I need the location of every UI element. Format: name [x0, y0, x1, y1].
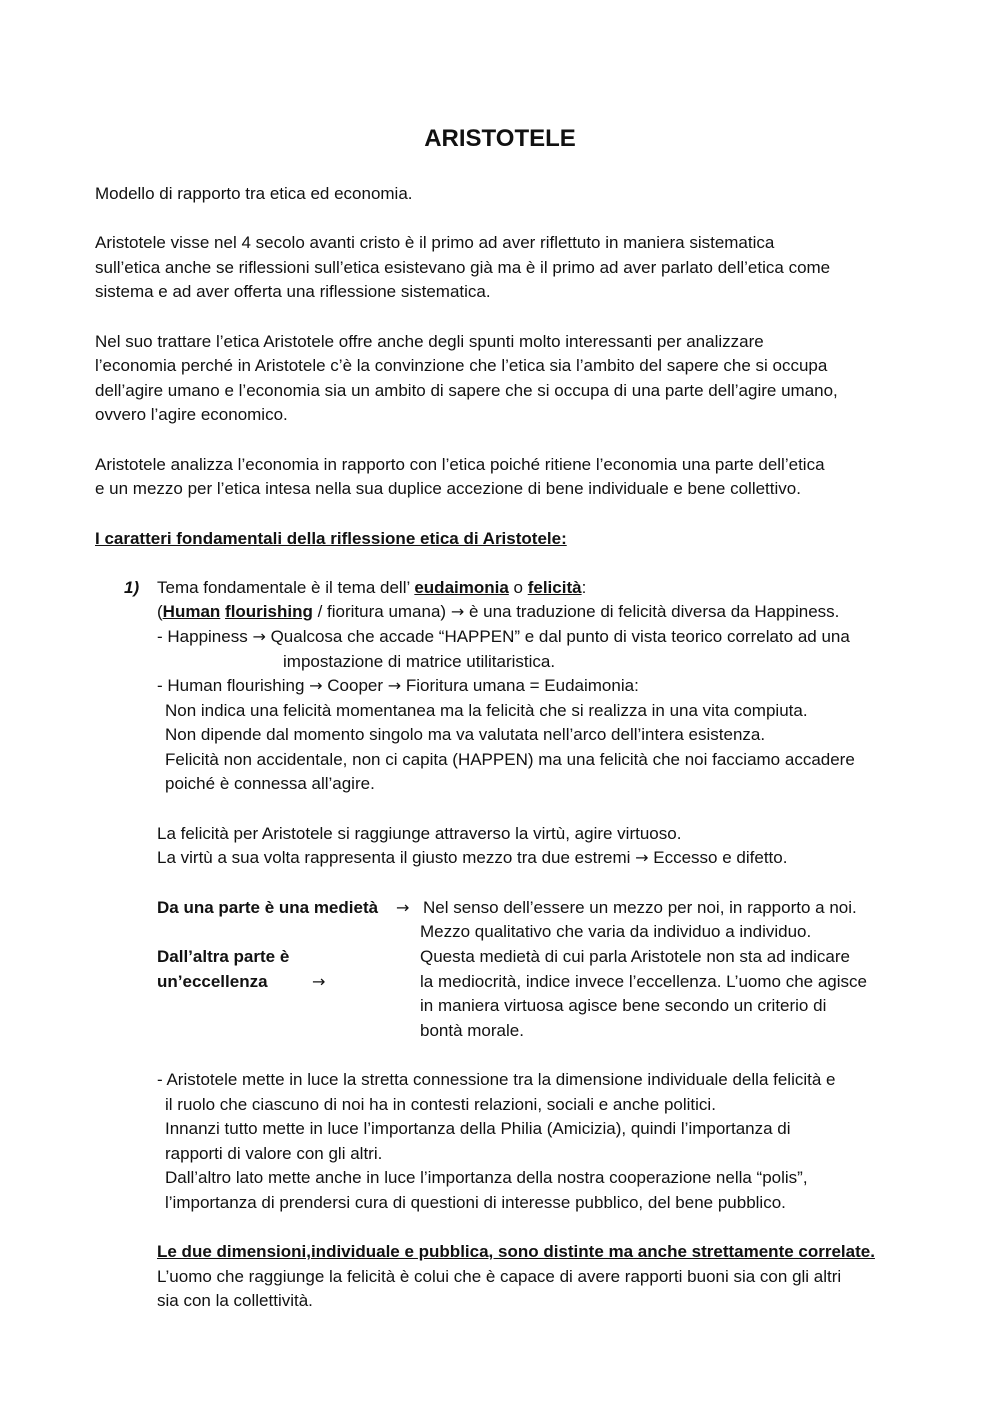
item-line-human-flourishing [157, 600, 839, 624]
text-span: Tema fondamentale è il tema dell’ [157, 578, 415, 597]
polis-line: Innanzi tutto mette in luce l’importanza della Philia (Amicizia), quindi l’importanza di [165, 1119, 791, 1138]
text-span: - Human flourishing [157, 676, 310, 695]
paragraph-2-line: Nel suo trattare l’etica Aristotele offre anche degli spunti molto interessanti per analizzare [95, 332, 764, 351]
paragraph-2-line: ovvero l’agire economico. [95, 405, 288, 424]
text-span: La virtù a sua volta rappresenta il giusto mezzo tra due estremi [157, 848, 636, 867]
hf-line: Non dipende dal momento singolo ma va valutata nell’arco dell’intera esistenza. [165, 725, 766, 744]
text-span: / fioritura umana) [312, 602, 451, 621]
hf-line: poiché è connessa all’agire. [165, 774, 375, 793]
item-line-hf [157, 674, 639, 698]
term-eudaimonia: eudaimonia [414, 578, 509, 597]
item-line-happiness-cont: impostazione di matrice utilitaristica. [283, 652, 556, 671]
text-span: : [581, 578, 587, 597]
term-human: Human [162, 602, 221, 621]
hf-line: Felicità non accidentale, non ci capita (HAPPEN) ma una felicità che noi facciamo accadere [165, 750, 855, 769]
text-span: Fioritura umana = Eudaimonia: [401, 676, 639, 695]
text-span: Cooper [322, 676, 388, 695]
polis-line: il ruolo che ciascuno di noi ha in contesti relazioni, sociali e anche politici. [165, 1095, 716, 1114]
item-line-theme [157, 576, 586, 600]
paragraph-2-line: dell’agire umano e l’economia sia un ambito di sapere che si occupa di una parte dell’agire umano, [95, 381, 838, 400]
arrow-right-icon: → [387, 676, 402, 695]
text-span: è una traduzione di felicità diversa da Happiness. [464, 602, 840, 621]
arrow-right-icon: → [312, 972, 326, 991]
arrow-right-icon: → [309, 676, 323, 695]
polis-line: l’importanza di prendersi cura di questioni di interesse pubblico, del bene pubblico. [165, 1193, 786, 1212]
item-line-happiness [157, 625, 850, 649]
term-felicita: felicità [527, 578, 582, 597]
term-flourishing: flourishing [225, 602, 313, 621]
medieta-line: Mezzo qualitativo che varia da individuo a individuo. [420, 922, 812, 941]
paragraph-2-line: l’economia perché in Aristotele c’è la convinzione che l’etica sia l’ambito del sapere che si occupa [95, 356, 828, 375]
intro-line: Modello di rapporto tra etica ed economia. [95, 184, 413, 203]
medieta-label: Da una parte è una medietà [157, 898, 379, 917]
document-title: ARISTOTELE [424, 125, 576, 152]
dimensions-heading: Le due dimensioni,individuale e pubblica, sono distinte ma anche strettamente correlate. [157, 1242, 875, 1261]
text-span: Qualcosa che accade “HAPPEN” e dal punto di vista teorico correlato ad una [265, 627, 850, 646]
eccellenza-line: in maniera virtuosa agisce bene secondo un criterio di [420, 996, 827, 1015]
text-span: Eccesso e difetto. [648, 848, 788, 867]
paragraph-1-line: Aristotele visse nel 4 secolo avanti cristo è il primo ad aver riflettuto in maniera sistematica [95, 233, 775, 252]
paragraph-1-line: sistema e ad aver offerta una riflessione sistematica. [95, 282, 491, 301]
arrow-right-icon: → [635, 848, 649, 867]
text-span: o [508, 578, 528, 597]
eccellenza-line: bontà morale. [420, 1021, 524, 1040]
arrow-right-icon: → [450, 602, 465, 621]
polis-line: rapporti di valore con gli altri. [165, 1144, 383, 1163]
eccellenza-label: Dall’altra parte è [157, 947, 290, 966]
polis-line: - Aristotele mette in luce la stretta connessione tra la dimensione individuale della felicità e [157, 1070, 836, 1089]
arrow-right-icon [312, 970, 325, 994]
polis-line: Dall’altro lato mette anche in luce l’importanza della nostra cooperazione nella “polis”, [165, 1168, 808, 1187]
final-line: L’uomo che raggiunge la felicità è colui che è capace di avere rapporti buoni sia con gli altri [157, 1267, 842, 1286]
text-span: - Happiness [157, 627, 253, 646]
paragraph-3-line: e un mezzo per l’etica intesa nella sua duplice accezione di bene individuale e bene collettivo. [95, 479, 801, 498]
arrow-right-icon [396, 896, 409, 920]
hf-line: Non indica una felicità momentanea ma la felicità che si realizza in una vita compiuta. [165, 701, 808, 720]
list-number: 1) [124, 578, 140, 597]
medieta-line: Nel senso dell’essere un mezzo per noi, in rapporto a noi. [423, 898, 857, 917]
eccellenza-line: Questa medietà di cui parla Aristotele non sta ad indicare [420, 947, 850, 966]
eccellenza-line: la mediocrità, indice invece l’eccellenza. L’uomo che agisce [420, 972, 867, 991]
virtue-line: La felicità per Aristotele si raggiunge attraverso la virtù, agire virtuoso. [157, 824, 682, 843]
paragraph-3-line: Aristotele analizza l’economia in rapporto con l’etica poiché ritiene l’economia una parte dell’etica [95, 455, 825, 474]
eccellenza-label: un’eccellenza [157, 972, 268, 991]
arrow-right-icon: → [396, 898, 410, 917]
section-heading: I caratteri fondamentali della riflessione etica di Aristotele: [95, 529, 567, 548]
text-span: ( [157, 602, 163, 621]
virtue-line [157, 846, 787, 870]
arrow-right-icon: → [252, 627, 266, 646]
final-line: sia con la collettività. [157, 1291, 313, 1310]
paragraph-1-line: sull’etica anche se riflessioni sull’etica esistevano già ma è il primo ad aver parlato dell’etica come [95, 258, 831, 277]
